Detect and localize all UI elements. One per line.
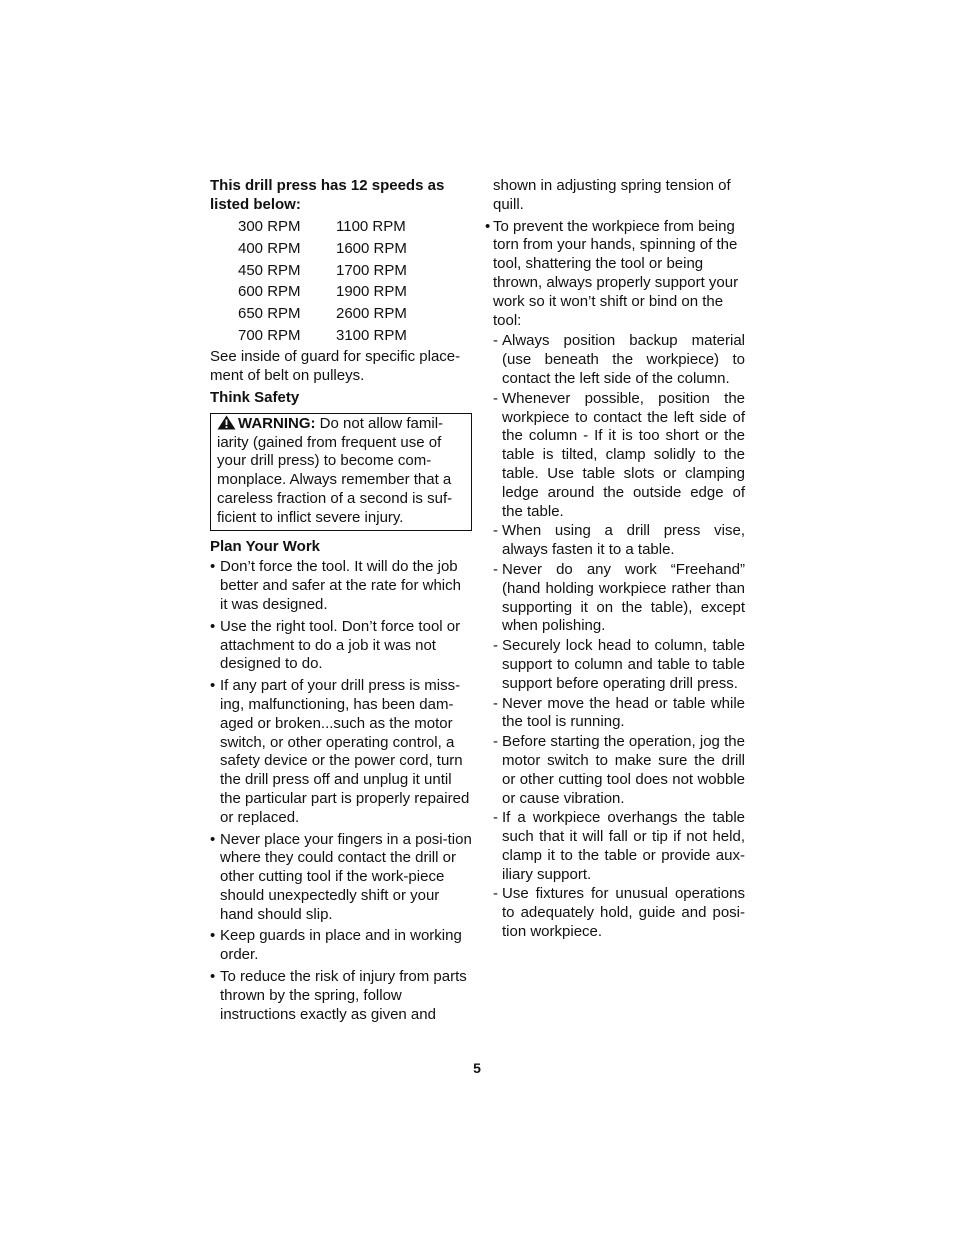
speed-value: 700 RPM: [238, 327, 301, 345]
dash-item: - Always position backup material (use beneath the workpiece) to contact the left side of the column.: [483, 332, 745, 388]
support-dash-list: [483, 332, 745, 942]
speed-row: [238, 326, 472, 348]
dash-item: - Whenever possible, position the workpiece to contact the left side of the column - If it is too short or the table is tilted, clamp solidly to the table. Use table slots or clamping ledge around the outside edge of the table.: [483, 390, 745, 522]
dash-item: - If a workpiece overhangs the table such that it will fall or tip if not held, clamp it to the table or provide aux-iliary support.: [483, 809, 745, 884]
speed-value: 2600 RPM: [336, 305, 407, 323]
continuation-text: shown in adjusting spring tension of quill.: [493, 177, 731, 213]
speed-value: 1700 RPM: [336, 261, 407, 279]
speed-row: [238, 217, 472, 239]
dash-item: - Use fixtures for unusual operations to adequately hold, guide and posi-tion workpiece.: [483, 885, 745, 941]
speed-row: [238, 304, 472, 326]
dash-item: - Never move the head or table while the tool is running.: [483, 695, 745, 733]
warning-box: [210, 413, 472, 531]
speed-value: 450 RPM: [238, 261, 301, 279]
page-number: 5: [473, 1060, 481, 1076]
speed-value: 1900 RPM: [336, 283, 407, 301]
guard-note: See inside of guard for specific place-ment of belt on pulleys.: [210, 348, 461, 385]
speed-row: [238, 260, 472, 282]
speed-table: [238, 217, 472, 348]
speed-value: 300 RPM: [238, 218, 301, 236]
list-item: • Keep guards in place and in working order.: [210, 927, 472, 965]
right-column: [483, 177, 745, 943]
warning-label: WARNING:: [238, 414, 316, 432]
list-item: • If any part of your drill press is miss-ing, malfunctioning, has been dam-aged or broken...such as the motor switch, or other operating control, a safety device or the power cord, turn the drill press off and unplug it until the particular part is properly repaired or replaced.: [210, 677, 472, 827]
speed-row: [238, 238, 472, 260]
warning-text: Do not allow famil-iarity (gained from frequent use of your drill press) to become com-monplace. Always remember that a careless fraction of a second is suf-ficient to inflict severe injury.: [217, 414, 453, 526]
plan-heading: Plan Your Work: [210, 537, 321, 555]
list-item: • Use the right tool. Don’t force tool or attachment to do a job it was not designed to do.: [210, 618, 472, 674]
list-item: • To reduce the risk of injury from parts thrown by the spring, follow instructions exactly as given and: [210, 968, 472, 1024]
plan-bullet-list: [210, 558, 472, 1024]
warning-triangle-icon: [217, 415, 236, 430]
list-item: • Don’t force the tool. It will do the job better and safer at the rate for which it was designed.: [210, 558, 472, 614]
speed-value: 400 RPM: [238, 239, 301, 257]
speed-value: 1100 RPM: [336, 218, 406, 236]
dash-item: - Before starting the operation, jog the motor switch to make sure the drill or other cutting tool does not wobble or cause vibration.: [483, 733, 745, 808]
speed-value: 1600 RPM: [336, 239, 407, 257]
dash-item: - When using a drill press vise, always fasten it to a table.: [483, 522, 745, 560]
dash-item: - Securely lock head to column, table support to column and table to table support before operating drill press.: [483, 637, 745, 693]
list-item: • Never place your fingers in a posi-tion where they could contact the drill or other cutting tool if the work-piece should unexpectedly shift or your hand should slip.: [210, 831, 472, 925]
speed-value: 600 RPM: [238, 283, 301, 301]
think-safety-heading: Think Safety: [210, 388, 300, 406]
speed-value: 650 RPM: [238, 305, 301, 323]
speeds-heading: This drill press has 12 speeds as listed below:: [210, 177, 445, 213]
dash-item: - Never do any work “Freehand” (hand holding workpiece rather than supporting it on the table), except when polishing.: [483, 561, 745, 636]
left-column: [210, 177, 472, 1027]
speed-row: [238, 282, 472, 304]
support-bullet: • To prevent the workpiece from being torn from your hands, spinning of the tool, shattering the tool or being thrown, always properly support your work so it won’t shift or bind on the tool:: [483, 218, 745, 331]
speed-value: 3100 RPM: [336, 327, 407, 345]
